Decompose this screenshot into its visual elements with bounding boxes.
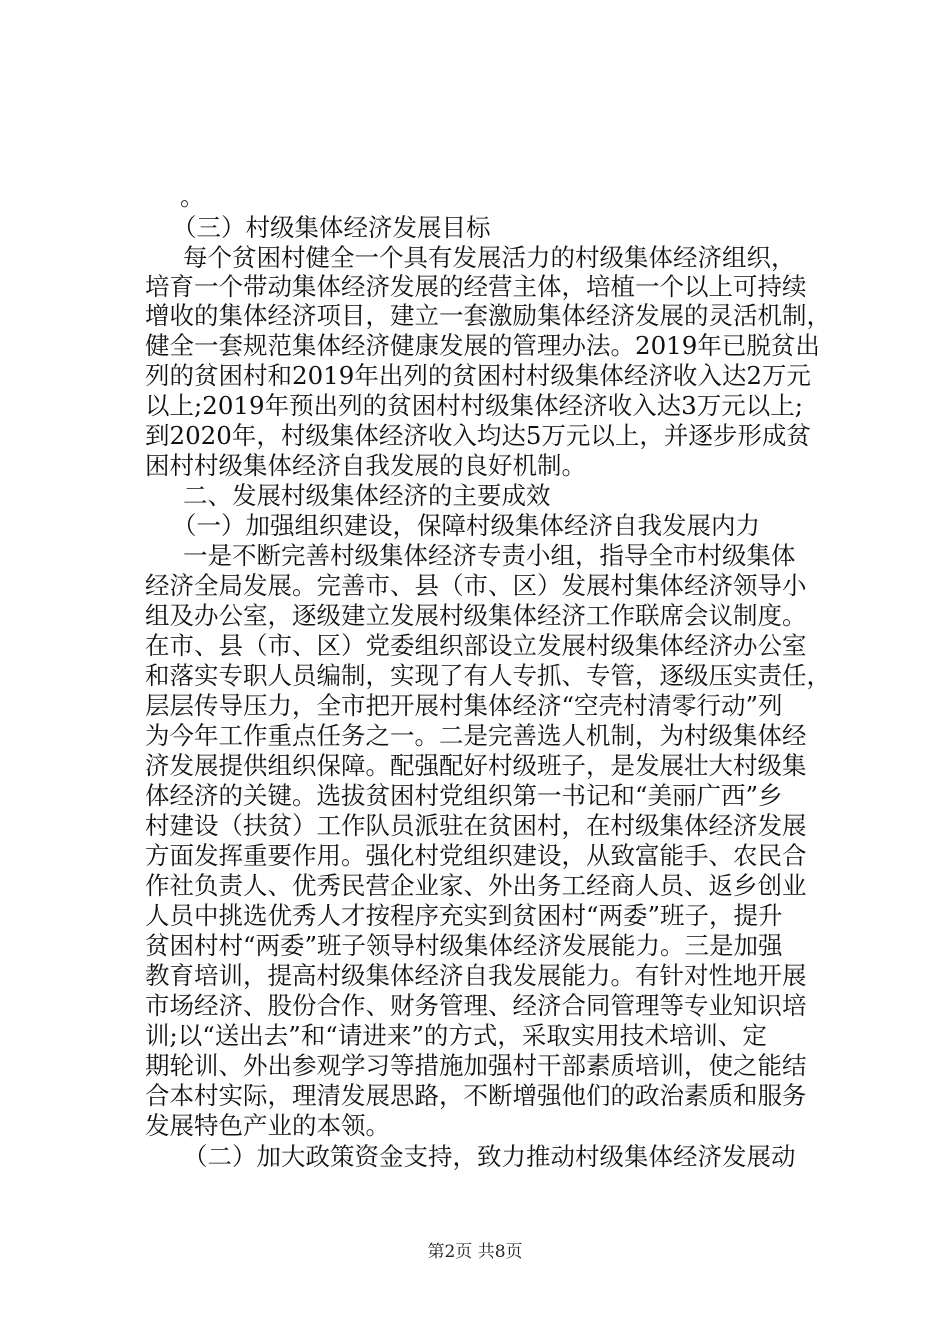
paragraph-line: 列的贫困村和2019年出列的贫困村村级集体经济收入达2万元 — [145, 361, 811, 390]
paragraph-line: 体经济的关键。选拔贫困村党组织第一书记和“美丽广西”乡 — [145, 781, 783, 810]
paragraph-line: 教育培训，提高村级集体经济自我发展能力。有针对性地开展 — [145, 961, 807, 990]
paragraph-line: 为今年工作重点任务之一。二是完善选人机制，为村级集体经 — [145, 721, 807, 750]
paragraph-line: 困村村级集体经济自我发展的良好机制。 — [145, 451, 586, 480]
paragraph-line: 层层传导压力，全市把开展村集体经济“空壳村清零行动”列 — [145, 691, 783, 720]
paragraph-line: 济发展提供组织保障。配强配好村级班子，是发展壮大村级集 — [145, 751, 807, 780]
paragraph-line: 经济全局发展。完善市、县（市、区）发展村集体经济领导小 — [145, 571, 807, 600]
subsection-heading: （一）加强组织建设，保障村级集体经济自我发展内力 — [172, 511, 760, 540]
paragraph-line: 和落实专职人员编制，实现了有人专抓、专管，逐级压实责任， — [145, 661, 831, 690]
section-heading: 二、发展村级集体经济的主要成效 — [183, 481, 551, 510]
paragraph-line: 在市、县（市、区）党委组织部设立发展村级集体经济办公室 — [145, 631, 807, 660]
paragraph-line: 期轮训、外出参观学习等措施加强村干部素质培训，使之能结 — [145, 1051, 807, 1080]
paragraph-line: 到2020年，村级集体经济收入均达5万元以上，并逐步形成贫 — [145, 421, 811, 450]
paragraph-line: 市场经济、股份合作、财务管理、经济合同管理等专业知识培 — [145, 991, 807, 1020]
paragraph-line: 方面发挥重要作用。强化村党组织建设，从致富能手、农民合 — [145, 841, 807, 870]
paragraph-line: 训;以“送出去”和“请进来”的方式，采取实用技术培训、定 — [145, 1021, 767, 1050]
paragraph-line: 作社负责人、优秀民营企业家、外出务工经商人员、返乡创业 — [145, 871, 807, 900]
subsection-heading: （二）加大政策资金支持，致力推动村级集体经济发展动 — [183, 1142, 796, 1171]
page-footer: 第2页 共8页 — [427, 1242, 523, 1262]
paragraph-line: 一是不断完善村级集体经济专责小组，指导全市村级集体 — [183, 541, 796, 570]
paragraph-line: 以上;2019年预出列的贫困村村级集体经济收入达3万元以上; — [145, 391, 803, 420]
paragraph-line: 人员中挑选优秀人才按程序充实到贫困村“两委”班子，提升 — [145, 901, 783, 930]
paragraph-line: 健全一套规范集体经济健康发展的管理办法。2019年已脱贫出 — [145, 331, 820, 360]
paragraph-line: 贫困村村“两委”班子领导村级集体经济发展能力。三是加强 — [145, 931, 783, 960]
paragraph-line: 每个贫困村健全一个具有发展活力的村级集体经济组织， — [183, 243, 796, 272]
text-line: 。 — [180, 182, 205, 211]
section-heading: （三）村级集体经济发展目标 — [172, 213, 491, 242]
paragraph-line: 村建设（扶贫）工作队员派驻在贫困村，在村级集体经济发展 — [145, 811, 807, 840]
paragraph-line: 培育一个带动集体经济发展的经营主体，培植一个以上可持续 — [145, 272, 807, 301]
paragraph-line: 组及办公室，逐级建立发展村级集体经济工作联席会议制度。 — [145, 601, 807, 630]
paragraph-line: 发展特色产业的本领。 — [145, 1111, 390, 1140]
paragraph-line: 合本村实际，理清发展思路，不断增强他们的政治素质和服务 — [145, 1081, 807, 1110]
paragraph-line: 增收的集体经济项目，建立一套激励集体经济发展的灵活机制， — [145, 301, 831, 330]
